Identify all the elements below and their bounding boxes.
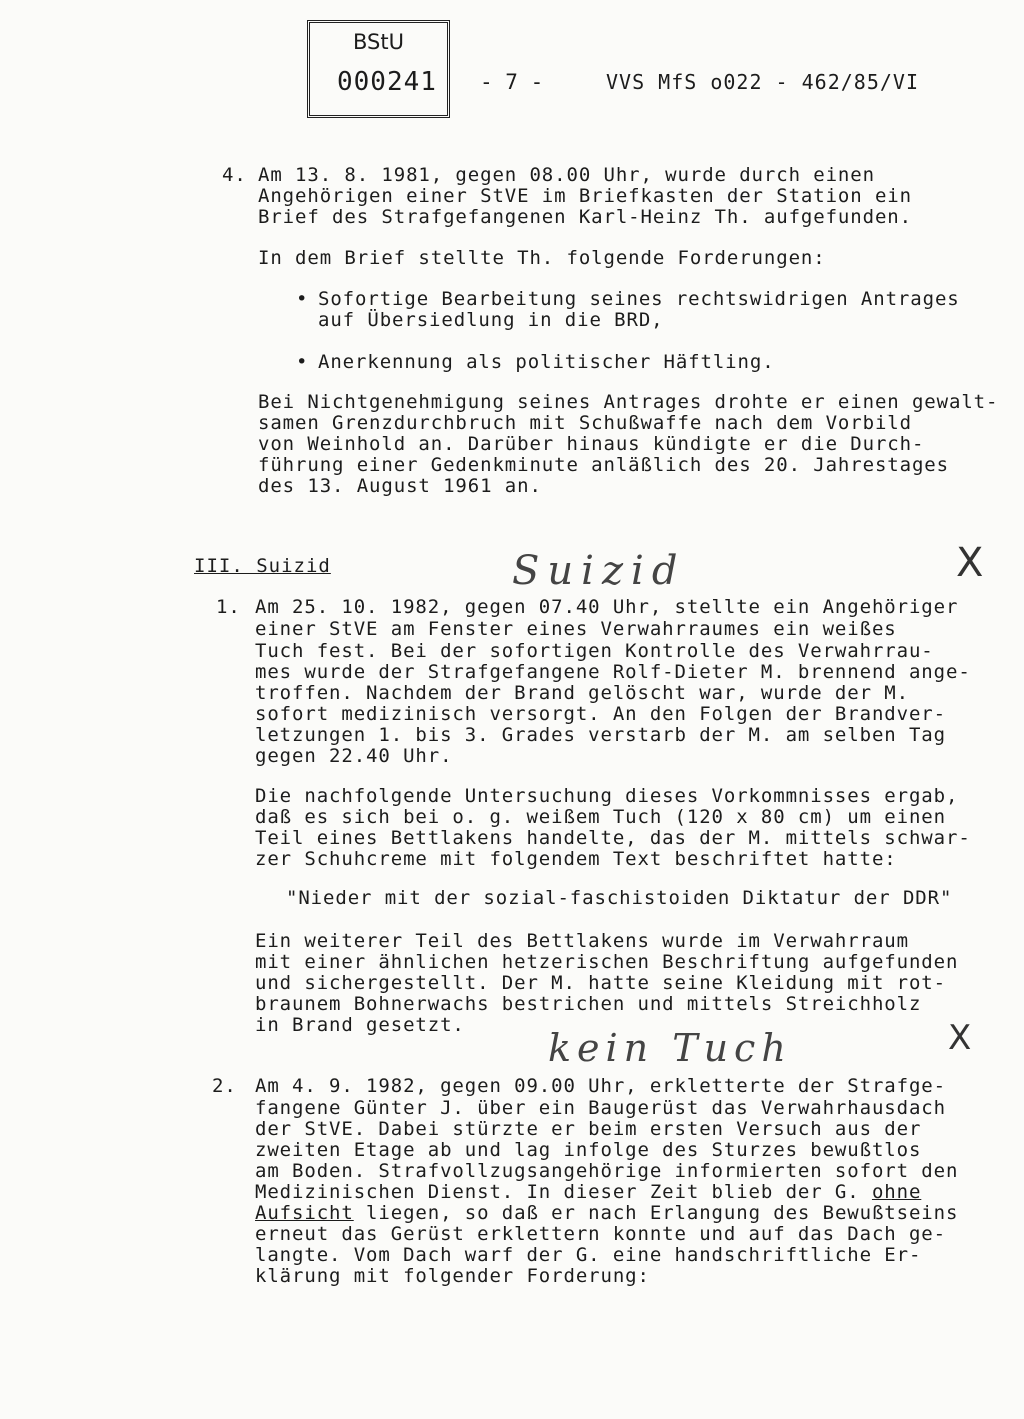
item2-line: Am 4. 9. 1982, gegen 09.00 Uhr, erkletterte der Strafge-	[255, 1075, 946, 1097]
bullet-dot: •	[296, 288, 309, 310]
item1-para3-line: Ein weiterer Teil des Bettlakens wurde im Verwahrraum	[255, 930, 909, 952]
item1-para3-line: und sichergestellt. Der M. hatte seine Kleidung mit rot-	[255, 972, 946, 994]
section4-closing-line: von Weinhold an. Darüber hinaus kündigte er die Durch-	[258, 433, 925, 455]
section4-intro: In dem Brief stellte Th. folgende Forderungen:	[258, 247, 826, 269]
item1-number: 1.	[216, 596, 241, 618]
section4-line: Brief des Strafgefangenen Karl-Heinz Th. aufgefunden.	[258, 206, 912, 228]
archive-stamp	[307, 20, 450, 118]
bullet1-line: auf Übersiedlung in die BRD,	[318, 309, 664, 331]
section4-closing-line: des 13. August 1961 an.	[258, 475, 542, 497]
handwritten-note: kein Tuch	[548, 1026, 792, 1070]
underlined-word: ohne	[871, 1181, 922, 1203]
section4-closing-line: Bei Nichtgenehmigung seines Antrages drohte er einen gewalt-	[258, 391, 999, 413]
item1-para2-line: Teil eines Bettlakens handelte, das der M. mittels schwar-	[255, 827, 971, 849]
item2-line: klärung mit folgender Forderung:	[255, 1265, 650, 1287]
item2-line: der StVE. Dabei stürzte er beim ersten Versuch aus der	[255, 1118, 922, 1140]
item2-line: fangene Günter J. über ein Baugerüst das Verwahrhausdach	[255, 1097, 946, 1119]
section-heading: III. Suizid	[194, 555, 331, 577]
item1-para2-line: daß es sich bei o. g. weißem Tuch (120 x 80 cm) um einen	[255, 806, 946, 828]
item1-line: Am 25. 10. 1982, gegen 07.40 Uhr, stellte ein Angehöriger	[255, 596, 959, 618]
section4-closing-line: samen Grenzdurchbruch mit Schußwaffe nach dem Vorbild	[258, 412, 912, 434]
bullet-dot: •	[296, 351, 309, 373]
margin-check-mark: X	[956, 540, 984, 586]
item2-line: langte. Vom Dach warf der G. eine handschriftliche Er-	[255, 1244, 922, 1266]
stamp-label: BStU	[353, 30, 404, 54]
item1-para3-line: in Brand gesetzt.	[255, 1014, 465, 1036]
item1-quote: "Nieder mit der sozial-faschistoiden Diktatur der DDR"	[286, 887, 953, 909]
item2-text: Medizinischen Dienst. In dieser Zeit blieb der G.	[255, 1181, 872, 1203]
item1-line: mes wurde der Strafgefangene Rolf-Dieter M. brennend ange-	[255, 661, 971, 683]
item1-line: sofort medizinisch versorgt. An den Folgen der Brandver-	[255, 703, 946, 725]
item2-line: erneut das Gerüst erklettern konnte und auf das Dach ge-	[255, 1223, 946, 1245]
item1-para3-line: mit einer ähnlichen hetzerischen Beschriftung aufgefunden	[255, 951, 959, 973]
item1-line: gegen 22.40 Uhr.	[255, 745, 453, 767]
item1-para3-line: braunem Bohnerwachs bestrichen und mittels Streichholz	[255, 993, 922, 1015]
document-reference: VVS MfS o022 - 462/85/VI	[606, 70, 919, 94]
section4-number: 4.	[222, 164, 247, 186]
item2-number: 2.	[212, 1075, 237, 1097]
item2-text: liegen, so daß er nach Erlangung des Bewußtseins	[353, 1202, 959, 1224]
item2-line: zweiten Etage ab und lag infolge des Sturzes bewußtlos	[255, 1139, 922, 1161]
section4-closing-line: führung einer Gedenkminute anläßlich des 20. Jahrestages	[258, 454, 949, 476]
item1-para2-line: zer Schuhcreme mit folgendem Text beschriftet hatte:	[255, 848, 897, 870]
bullet2-line: Anerkennung als politischer Häftling.	[318, 351, 775, 373]
item1-para2-line: Die nachfolgende Untersuchung dieses Vorkommnisses ergab,	[255, 785, 959, 807]
stamp-number: 000241	[337, 67, 437, 97]
item1-line: einer StVE am Fenster eines Verwahrraumes ein weißes	[255, 618, 897, 640]
item2-line	[255, 1181, 921, 1203]
handwritten-note: Suizid	[512, 548, 686, 594]
section4-line: Am 13. 8. 1981, gegen 08.00 Uhr, wurde durch einen	[258, 164, 875, 186]
section4-line: Angehörigen einer StVE im Briefkasten der Station ein	[258, 185, 912, 207]
underlined-word: Aufsicht	[255, 1202, 354, 1224]
page-number: - 7 -	[480, 70, 544, 94]
item2-line: am Boden. Strafvollzugsangehörige informierten sofort den	[255, 1160, 959, 1182]
item2-line	[255, 1202, 958, 1224]
item1-line: letzungen 1. bis 3. Grades verstarb der M. am selben Tag	[255, 724, 946, 746]
bullet1-line: Sofortige Bearbeitung seines rechtswidrigen Antrages	[318, 288, 960, 310]
item1-line: troffen. Nachdem der Brand gelöscht war, wurde der M.	[255, 682, 909, 704]
item1-line: Tuch fest. Bei der sofortigen Kontrolle des Verwahrrau-	[255, 640, 934, 662]
margin-check-mark: X	[948, 1018, 972, 1058]
